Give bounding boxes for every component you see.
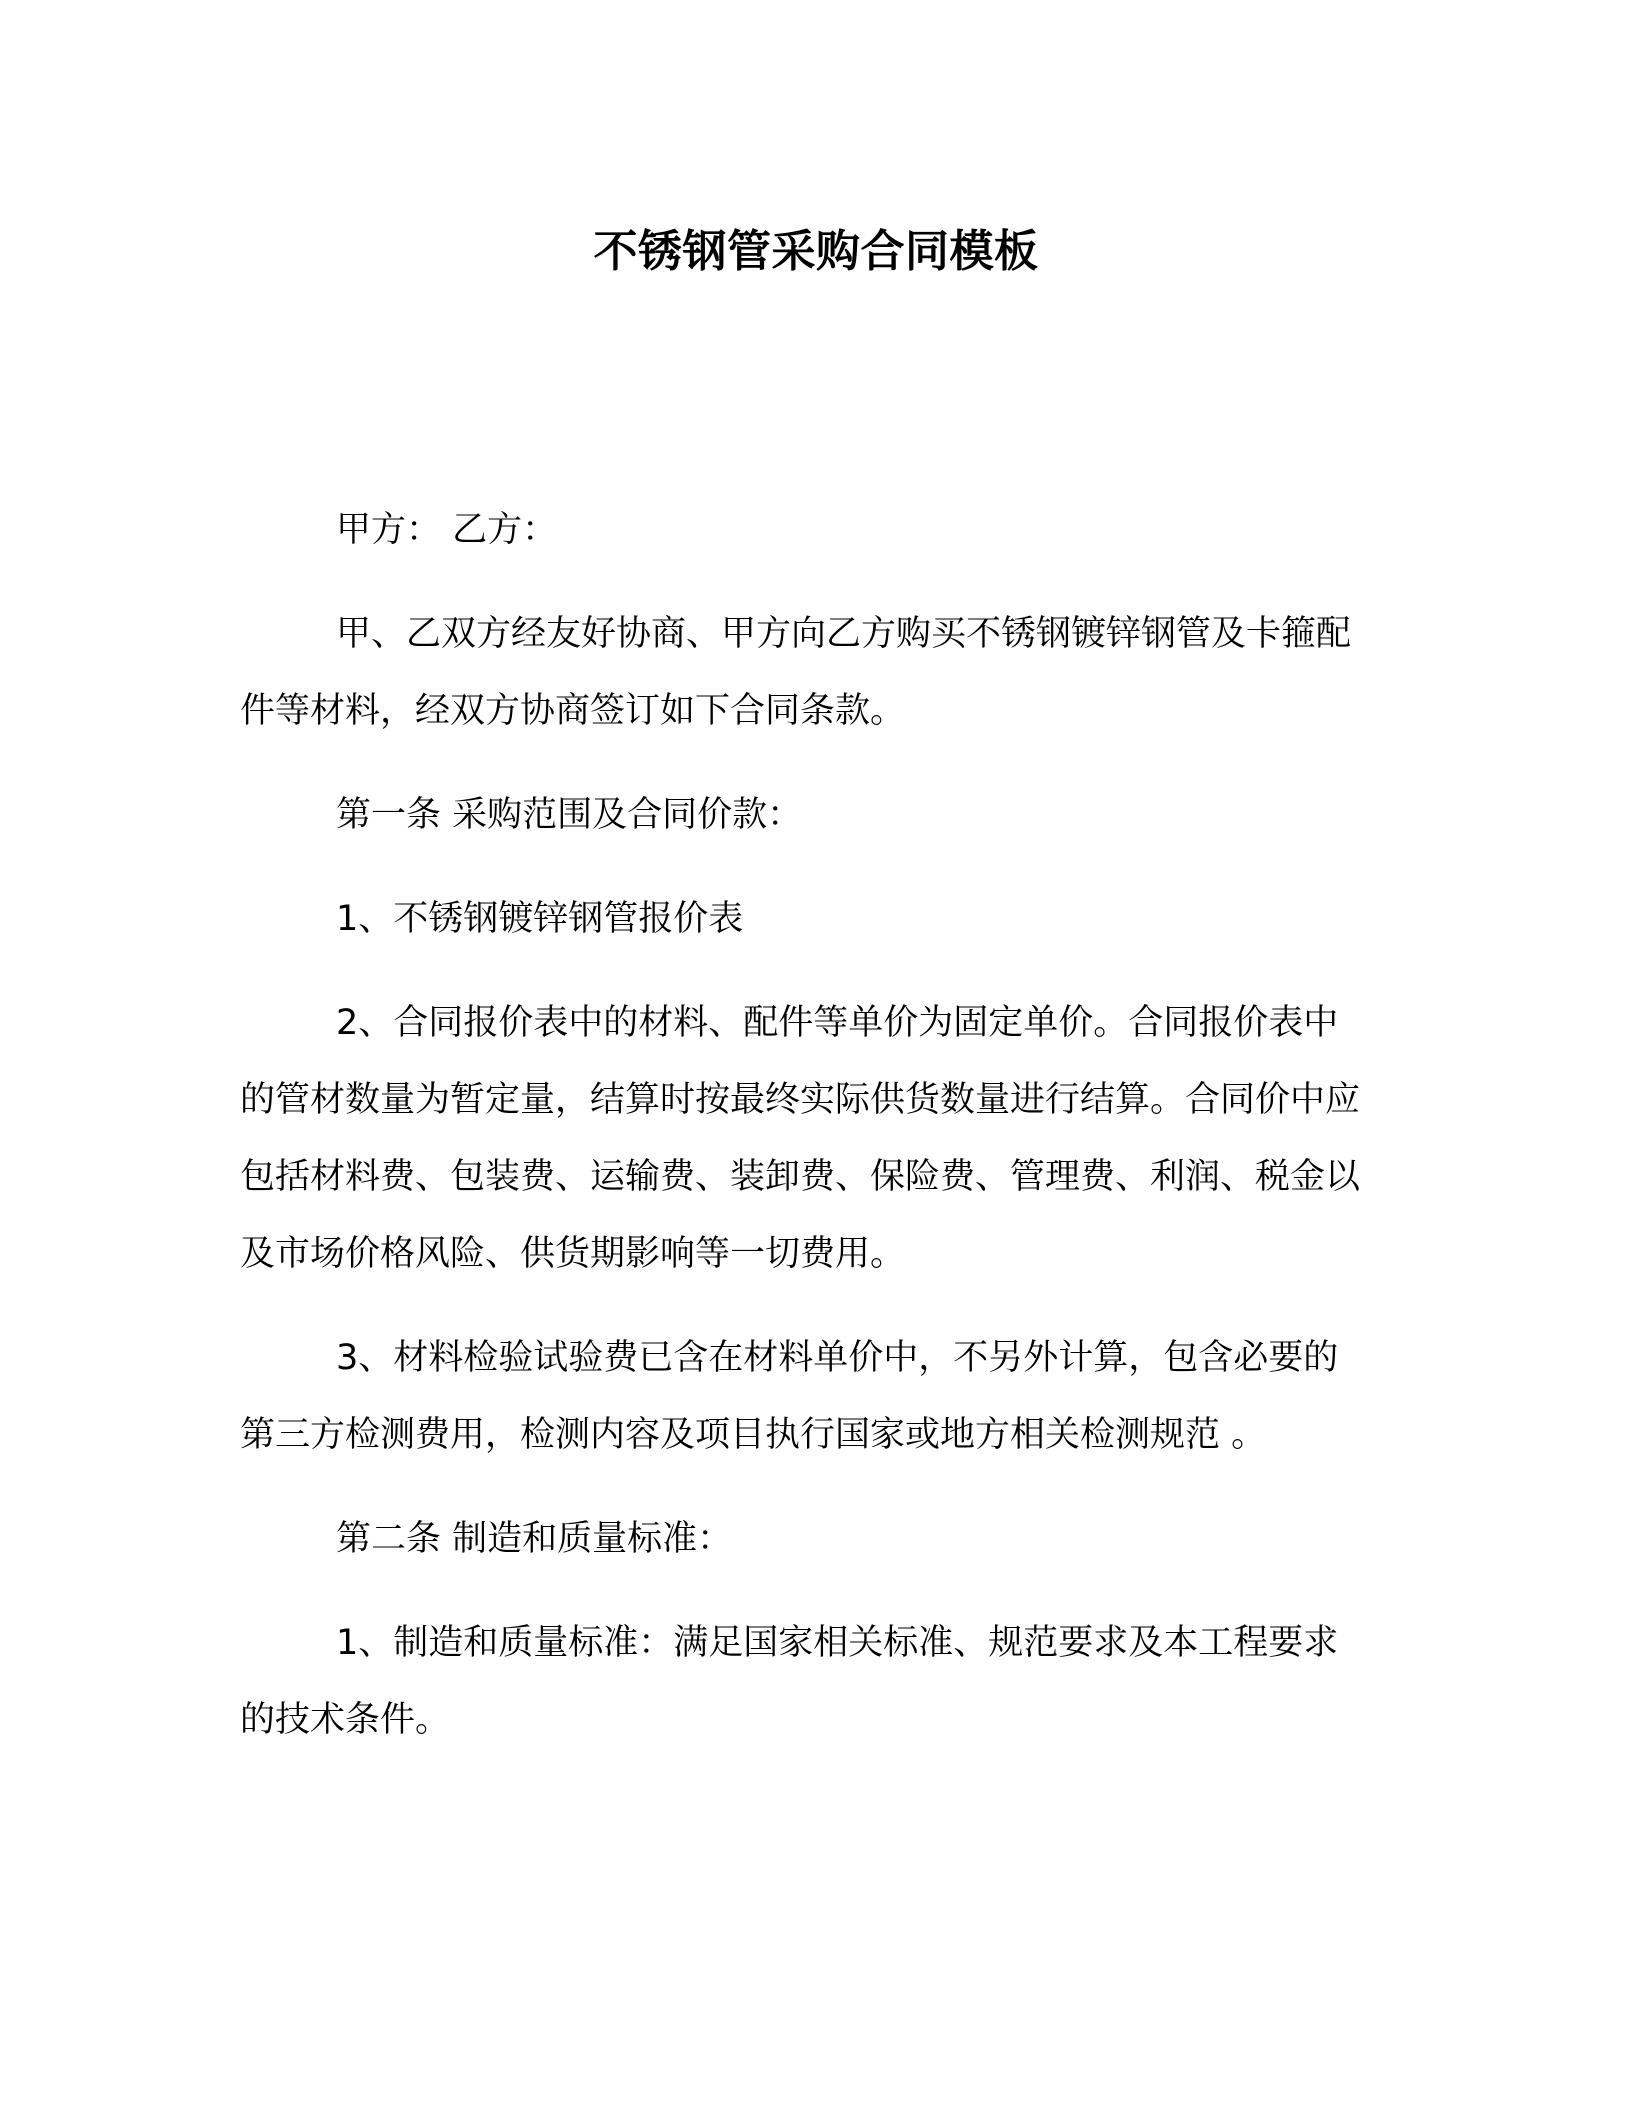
article-1-clause-3: 3、材料检验试验费已含在材料单价中，不另外计算，包含必要的第三方检测费用，检测内容及项目执行国家或地方相关检测规范 。 xyxy=(240,1338,1339,1455)
document-body xyxy=(240,492,1370,1786)
article-1-clause-2: 2、合同报价表中的材料、配件等单价为固定单价。合同报价表中的管材数量为暂定量，结算时按最终实际供货数量进行结算。合同价中应包括材料费、包装费、运输费、装卸费、保险费、管理费、利润、税金以及市场价格风险、供货期影响等一切费用。 xyxy=(240,1003,1361,1274)
document-title: 不锈钢管采购合同模板 xyxy=(593,226,1039,277)
article-2-clause-1: 1、制造和质量标准：满足国家相关标准、规范要求及本工程要求的技术条件。 xyxy=(240,1623,1339,1740)
parties-line: 甲方： 乙方： xyxy=(336,510,558,550)
article-1-heading: 第一条 采购范围及合同价款： xyxy=(336,795,803,835)
article-2-heading: 第二条 制造和质量标准： xyxy=(336,1519,733,1559)
preamble-paragraph: 甲、乙双方经友好协商、甲方向乙方购买不锈钢镀锌钢管及卡箍配件等材料，经双方协商签订如下合同条款。 xyxy=(240,614,1352,731)
article-1-clause-1: 1、不锈钢镀锌钢管报价表 xyxy=(336,899,744,939)
